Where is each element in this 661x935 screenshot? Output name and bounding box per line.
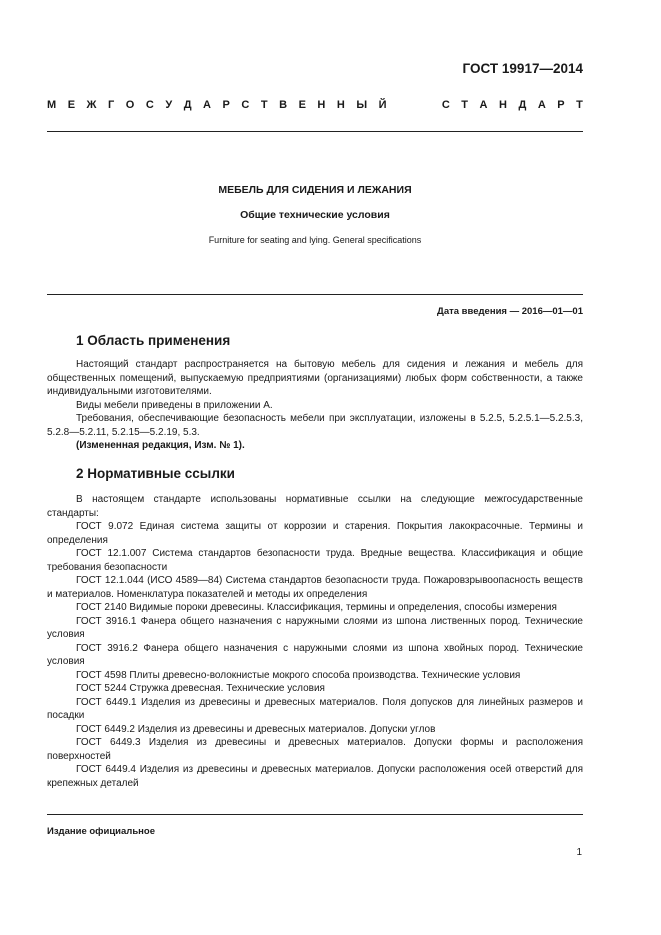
standard-type-letter	[427, 99, 430, 111]
paragraph: Требования, обеспечивающие безопасность мебели при эксплуатации, изложены в 5.2.5, 5.2.5.1—5.2.5.3, 5.2.8—5.2.11, 5.2.15—5.2.19, 5.3.	[47, 413, 583, 438]
standard-type-letter: Р	[557, 99, 565, 111]
standard-type-letter: С	[145, 99, 154, 111]
standard-type-letter: А	[203, 99, 211, 111]
standard-type-letter: М	[47, 99, 57, 111]
standard-type-letter: О	[125, 99, 135, 111]
reference-item: ГОСТ 6449.2 Изделия из древесины и древесных материалов. Допуски углов	[76, 723, 436, 735]
standard-type-letter: Е	[298, 99, 306, 111]
header-rule	[47, 131, 583, 132]
footer-rule	[47, 814, 583, 815]
standard-type-heading	[47, 99, 583, 111]
standard-type-letter: У	[165, 99, 173, 111]
standard-type-letter: Д	[183, 99, 192, 111]
section-2-heading: 2 Нормативные ссылки	[76, 466, 235, 481]
introduction-date: Дата введения — 2016—01—01	[437, 306, 583, 317]
standard-type-letter: Г	[108, 99, 115, 111]
reference-item: ГОСТ 5244 Стружка древесная. Технические условия	[76, 683, 325, 694]
standard-type-letter: Ы	[356, 99, 368, 111]
standard-type-letter: Т	[461, 99, 469, 111]
reference-item: ГОСТ 4598 Плиты древесно-волокнистые мокрого способа производства. Технические условия	[76, 669, 521, 681]
section-1-heading: 1 Область применения	[76, 333, 231, 348]
page-number: 1	[576, 847, 582, 858]
paragraph: Виды мебели приведены в приложении А.	[76, 399, 273, 411]
standard-type-letter: Ж	[86, 99, 97, 111]
reference-item: ГОСТ 6449.4 Изделия из древесины и древесных материалов. Допуски расположения осей отверстий для крепежных деталей	[47, 764, 583, 789]
standard-type-letter: Н	[317, 99, 326, 111]
standard-type-letter: Т	[576, 99, 583, 111]
document-title-english: Furniture for seating and lying. General specifications	[208, 235, 422, 245]
standard-type-letter: Т	[260, 99, 268, 111]
standard-type-letter: С	[241, 99, 250, 111]
reference-item: ГОСТ 9.072 Единая система защиты от коррозии и старения. Покрытия лакокрасочные. Термины и определения	[47, 521, 583, 546]
paragraph: Настоящий стандарт распространяется на бытовую мебель для сидения и лежания и мебель для общественных помещений, выпускаемую предприятиями (организациями) любых форм собственности, а также индивидуальными изготовителями.	[47, 359, 583, 397]
reference-item: ГОСТ 2140 Видимые пороки древесины. Классификация, термины и определения, способы измерения	[76, 602, 557, 613]
paragraph: В настоящем стандарте использованы нормативные ссылки на следующие межгосударственные стандарты:	[47, 494, 583, 519]
document-subtitle: Общие технические условия	[240, 209, 390, 221]
standard-type-letter	[413, 99, 416, 111]
reference-item: ГОСТ 3916.1 Фанера общего назначения с наружными слоями из шпона лиственных пород. Технические условия	[47, 615, 583, 640]
reference-item: ГОСТ 6449.3 Изделия из древесины и древесных материалов. Допуски формы и расположения поверхностей	[47, 737, 583, 762]
reference-item: ГОСТ 3916.2 Фанера общего назначения с наружными слоями из шпона хвойных пород. Технические условия	[47, 642, 583, 667]
section-2-body	[47, 493, 583, 790]
reference-item: ГОСТ 12.1.007 Система стандартов безопасности труда. Вредные вещества. Классификация и общие требования безопасности	[47, 548, 583, 573]
section-1-body	[47, 358, 583, 453]
standard-type-letter: Н	[499, 99, 507, 111]
standard-type-letter: В	[279, 99, 288, 111]
standard-type-letter	[398, 99, 401, 111]
standard-type-letter: Й	[378, 99, 387, 111]
amendment-note: (Измененная редакция, Изм. № 1).	[76, 440, 245, 451]
reference-item: ГОСТ 12.1.044 (ИСО 4589—84) Система стандартов безопасности труда. Пожаровзрывоопасность веществ и материалов. Номенклатура показателей и методы их определения	[47, 575, 583, 600]
standard-type-letter: Р	[222, 99, 230, 111]
standard-type-letter: А	[479, 99, 488, 111]
standard-type-letter: Д	[518, 99, 527, 111]
standard-type-letter: Е	[67, 99, 76, 111]
standard-type-letter: А	[537, 99, 546, 111]
reference-item: ГОСТ 6449.1 Изделия из древесины и древесных материалов. Поля допусков для линейных размеров и посадки	[47, 696, 583, 721]
standard-type-letter: Н	[336, 99, 345, 111]
title-rule	[47, 294, 583, 295]
standard-type-letter: С	[441, 99, 450, 111]
document-number: ГОСТ 19917—2014	[462, 61, 583, 76]
edition-note: Издание официальное	[47, 826, 155, 837]
document-title: МЕБЕЛЬ ДЛЯ СИДЕНИЯ И ЛЕЖАНИЯ	[218, 184, 412, 196]
